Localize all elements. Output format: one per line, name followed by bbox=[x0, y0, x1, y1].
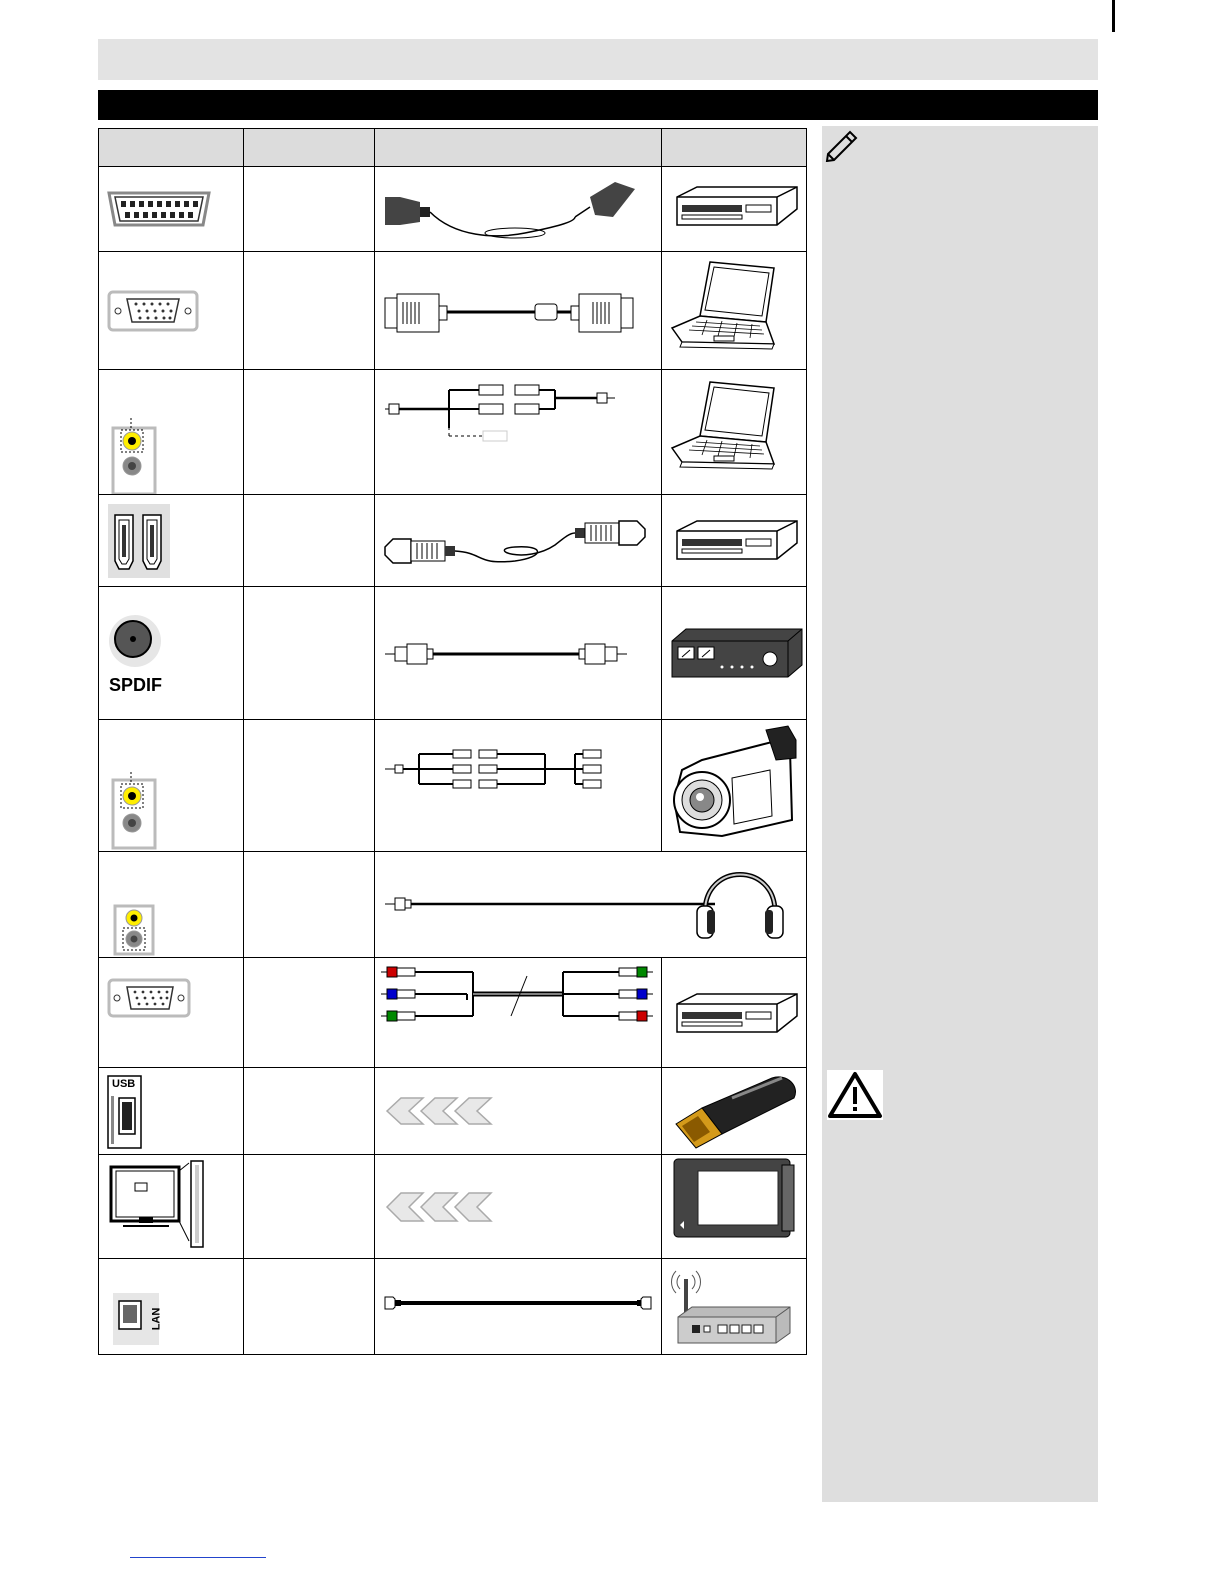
pc-audio-port bbox=[99, 370, 243, 494]
usb-label: USB bbox=[112, 1078, 136, 1090]
headphone-cable bbox=[375, 852, 806, 957]
ypbpr-port bbox=[99, 958, 243, 1067]
table-border bbox=[98, 1354, 807, 1355]
recorder-device bbox=[662, 495, 806, 586]
warning-triangle-icon bbox=[827, 1070, 883, 1120]
lan-label: LAN bbox=[150, 1307, 163, 1331]
footer-underline bbox=[130, 1557, 266, 1558]
vga-port bbox=[99, 252, 243, 369]
usb-stick-device bbox=[662, 1068, 806, 1154]
laptop-device bbox=[662, 370, 806, 494]
table-header-row bbox=[98, 128, 807, 166]
table-border bbox=[806, 128, 807, 1355]
component-cable bbox=[375, 958, 661, 1067]
table-border bbox=[98, 128, 807, 129]
vga-cable bbox=[375, 252, 661, 369]
ci-slot bbox=[99, 1155, 243, 1258]
usb-port bbox=[99, 1068, 243, 1154]
hdmi-ports bbox=[99, 495, 243, 586]
connection-table bbox=[98, 128, 807, 1355]
spdif-label: SPDIF bbox=[109, 675, 163, 695]
headphone-port bbox=[99, 852, 243, 957]
laptop-device bbox=[662, 252, 806, 369]
lan-port bbox=[99, 1259, 243, 1354]
router-device bbox=[662, 1259, 806, 1354]
table-border bbox=[243, 128, 244, 1355]
top-edge-mark bbox=[1112, 0, 1115, 32]
insert-arrows-ci bbox=[375, 1155, 661, 1258]
pencil-note-icon bbox=[824, 126, 864, 162]
av-cable bbox=[375, 720, 661, 851]
camcorder-device bbox=[662, 720, 806, 851]
header-bar bbox=[98, 39, 1098, 80]
recorder-device bbox=[662, 958, 806, 1067]
hdmi-cable bbox=[375, 495, 661, 586]
ethernet-cable bbox=[375, 1259, 661, 1354]
av-port bbox=[99, 720, 243, 851]
spdif-port bbox=[99, 587, 243, 719]
scart-port bbox=[99, 167, 243, 251]
coaxial-cable bbox=[375, 587, 661, 719]
recorder-device bbox=[662, 167, 806, 251]
cam-module-device bbox=[662, 1155, 806, 1258]
amplifier-device bbox=[662, 587, 806, 719]
scart-cable bbox=[375, 167, 661, 251]
pc-audio-cable bbox=[375, 370, 661, 494]
notes-panel bbox=[822, 126, 1098, 1502]
section-title-bar bbox=[98, 90, 1098, 120]
insert-arrows-usb bbox=[375, 1068, 661, 1154]
